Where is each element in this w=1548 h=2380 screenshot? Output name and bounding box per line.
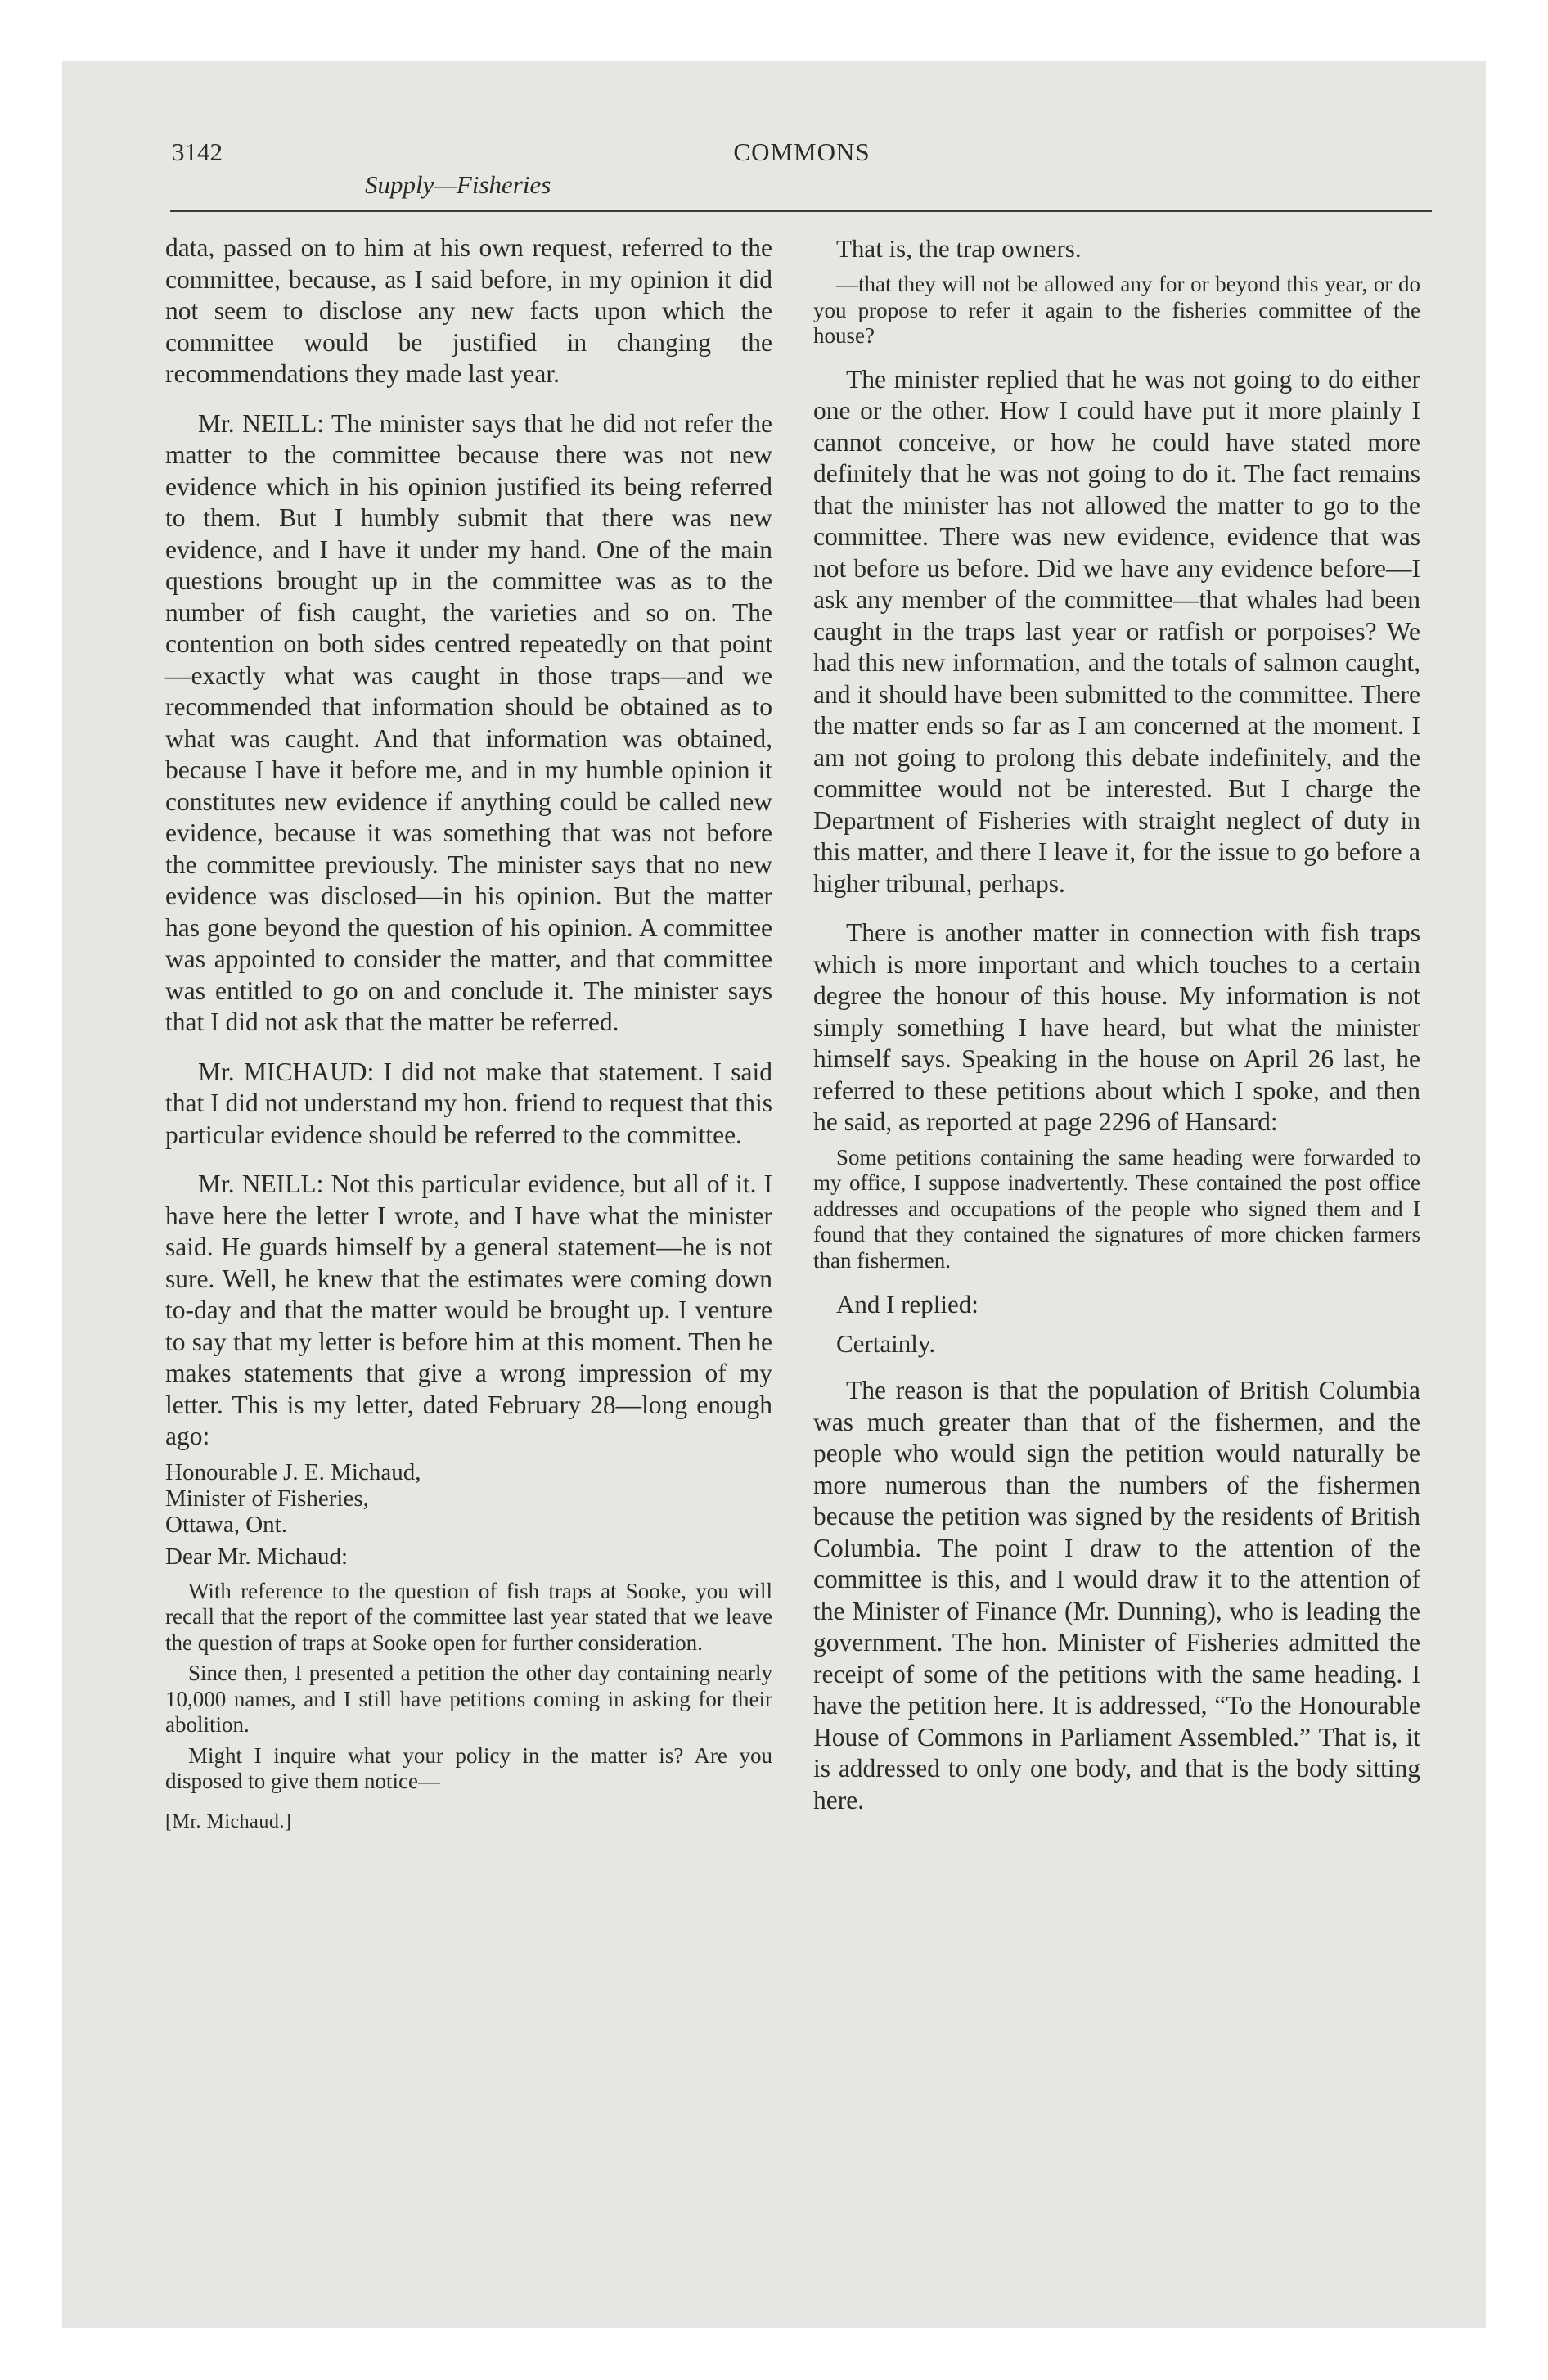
address-line: Ottawa, Ont. xyxy=(165,1511,287,1538)
right-column xyxy=(813,232,1420,1834)
text-line: That is, the trap owners. xyxy=(836,234,1082,263)
paragraph: There is another matter in connection with fish traps which is more important and which touches to a certain degree the honour of this house. My information is not simply something I have heard, but what the minister himself says. Speaking in the house on April 26 last, he referred to these petitions about which I spoke, and then he said, as reported at page 2296 of Hansard: xyxy=(813,918,1420,1136)
address-line: Honourable J. E. Michaud, xyxy=(165,1458,421,1485)
quote-paragraph: —that they will not be allowed any for or beyond this year, or do you propose to refer it again to the fisheries committee of the house? xyxy=(813,272,1420,348)
page-number: 3142 xyxy=(172,137,223,166)
letter-quote-continued xyxy=(813,272,1420,349)
hansard-quote xyxy=(813,1145,1420,1274)
running-head: COMMONS xyxy=(733,137,871,166)
header-rule xyxy=(170,210,1432,212)
page-header xyxy=(172,137,1432,228)
paragraph: Mr. NEILL: The minister says that he did not refer the matter to the committee because there was not new evidence which in his opinion justified its being referred to them. But I humbly submit that there was new evidence, and I have it under my hand. One of the main questions brought up in the committee was as to the number of fish caught, the varieties and so on. The contention on both sides centred repeatedly on that point—exactly what was caught in those traps—and we recommended that information should be obtained as to what was caught. And that information was obtained, because I have it before me, and in my humble opinion it constitutes new evidence if anything could be called new evidence, because it was something that was not before the committee previously. The minister says that no new evidence was disclosed—in his opinion. But the matter has gone beyond the question of his opinion. A committee was appointed to consider the matter, and that committee was entitled to go on and conclude it. The minister says that I did not ask that the matter be referred. xyxy=(165,408,772,1036)
left-column xyxy=(165,232,772,1833)
paragraph: data, passed on to him at his own request, referred to the committee, because, as I said before, in my opinion it did not seem to disclose any new facts upon which the committee would be justified in changing the recommendations they made last year. xyxy=(165,233,772,388)
text-line: Certainly. xyxy=(836,1329,936,1358)
letter-salutation: Dear Mr. Michaud: xyxy=(165,1543,349,1570)
letter-quote xyxy=(165,1579,772,1795)
text-line: And I replied: xyxy=(836,1290,979,1318)
quote-paragraph: With reference to the question of fish traps at Sooke, you will recall that the report of the committee last year stated that we leave the question of traps at Sooke open for further consideration. xyxy=(165,1578,772,1655)
quote-paragraph: Some petitions containing the same heading were forwarded to my office, I suppose inadvertently. These contained the post office addresses and occupations of the people who signed them and I found that they contained the signatures of more chicken farmers than fishermen. xyxy=(813,1144,1420,1273)
address-line: Minister of Fisheries, xyxy=(165,1485,369,1512)
quote-paragraph: Might I inquire what your policy in the matter is? Are you disposed to give them notice— xyxy=(165,1742,772,1793)
paragraph: The minister replied that he was not going to do either one or the other. How I could have put it more plainly I cannot conceive, or how he could have stated more definitely that he was not going to do it. The fact remains that the minister has not allowed the matter to go to the committee. There was new evidence, evidence that was not before us before. Did we have any evidence before—I ask any member of the committee—that whales had been caught in the traps last year or ratfish or porpoises? We had this new information, and the totals of salmon caught, and it should have been submitted to the committee. There the matter ends so far as I am concerned at the moment. I am not going to prolong this debate indefinitely, and the committee would not be interested. But I charge the Department of Fisheries with straight neglect of duty in this matter, and there I leave it, for the issue to go before a higher tribunal, perhaps. xyxy=(813,364,1420,898)
quote-paragraph: Since then, I presented a petition the other day containing nearly 10,000 names, and I still have petitions coming in asking for their abolition. xyxy=(165,1661,772,1737)
paragraph: The reason is that the population of British Columbia was much greater than that of the fishermen, and the people who would sign the petition would naturally be more numerous than the numbers of the fishermen because the petition was signed by the residents of British Columbia. The point I draw to the attention of the committee is this, and I would draw it to the attention of the Minister of Finance (Mr. Dunning), who is leading the government. The hon. Minister of Fisheries admitted the receipt of some of the petitions with the same heading. I have the petition here. It is addressed, “To the Honourable House of Commons in Parliament Assembled.” That is, it is addressed to only one body, and that is the body sitting here. xyxy=(813,1376,1420,1814)
paragraph: Mr. NEILL: Not this particular evidence, but all of it. I have here the letter I wrote, and I have what the minister said. He guards himself by a general statement—he is not sure. Well, he knew that the estimates were coming down to-day and that the matter would be brought up. I venture to say that my letter is before him at this moment. Then he makes statements that give a wrong impression of my letter. This is my letter, dated February 28—long enough ago: xyxy=(165,1170,772,1450)
speaker-footnote: [Mr. Michaud.] xyxy=(165,1810,292,1832)
paragraph: Mr. MICHAUD: I did not make that statement. I said that I did not understand my hon. friend to request that this particular evidence should be referred to the committee. xyxy=(165,1057,772,1149)
letter-address xyxy=(165,1459,772,1538)
section-title: Supply—Fisheries xyxy=(365,170,551,199)
